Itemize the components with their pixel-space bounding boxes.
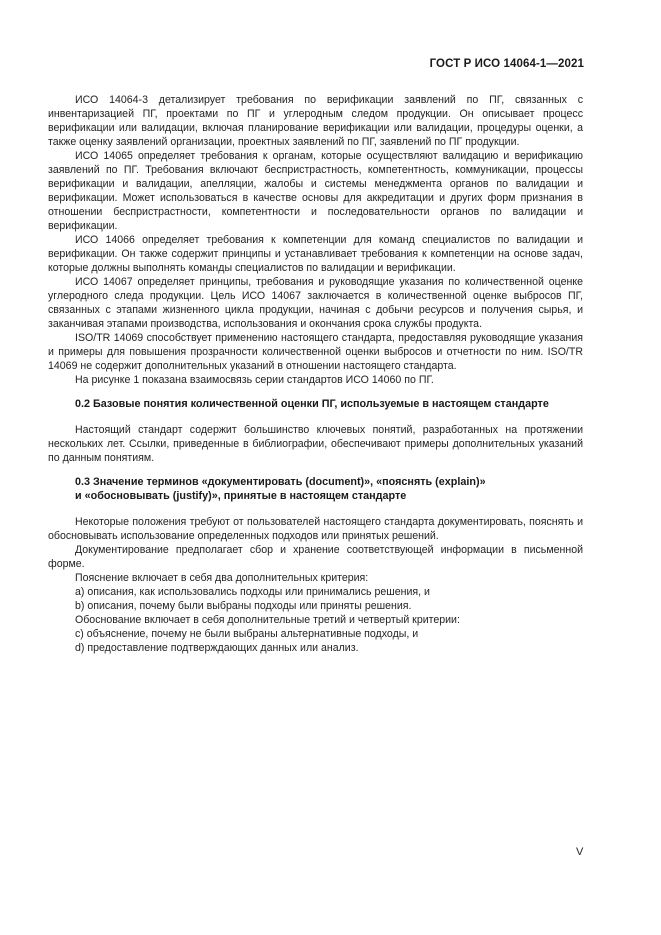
paragraph-iso-14067: ИСО 14067 определяет принципы, требования и руководящие указания по количественной оценке углеродного следа продукции. Цель ИСО 14067 заключается в количественной оценке выбросов ПГ, связанных с этапами жизненного цикла продукции, начиная с добычи ресурсов и получения сырья, и заканчивая этапами производства, использования и окончания срока службы продукта. <box>48 276 583 330</box>
section-0-3-documenting: Документирование предполагает сбор и хранение соответствующей информации в письменной форме. <box>48 544 583 570</box>
paragraph-iso-14064-3: ИСО 14064-3 детализирует требования по верификации заявлений по ПГ, связанных с инвентаризацией ПГ, проектами по ПГ и углеродным следом продукции. Он описывает процесс верификации или валидации, включая планирование верификации или валидации, процедуры оценки, а также оценку заявлений организации, проектных заявлений по ПГ, заявлений по ПГ продукции. <box>48 94 583 148</box>
page-number: V <box>576 846 584 858</box>
section-0-3-explain-criteria: Пояснение включает в себя два дополнительных критерия: <box>75 572 369 584</box>
paragraph-iso-14065: ИСО 14065 определяет требования к органам, которые осуществляют валидацию и верификацию заявлений по ПГ. Требования включают беспристрастность, компетентность, коммуникации, процессы верификации и валидации, апелляции, жалобы и системы менеджмента органов по валидации и верификации. Может использоваться в качестве основы для аккредитации и других форм признания в отношении беспристрастности, компетентности и последовательности органов по валидации и верификации. <box>48 150 583 232</box>
section-0-3-heading-line2: и «обосновывать (justify)», принятые в настоящем стандарте <box>75 490 407 502</box>
paragraph-iso-tr-14069: ISO/TR 14069 способствует применению настоящего стандарта, предоставляя руководящие указания и примеры для повышения прозрачности количественной оценки выбросов и отчетности по ним. ISO/TR 14069 не содержит дополнительных указаний в отношении настоящего стандарта. <box>48 332 583 372</box>
list-item-a: a) описания, как использовались подходы или принимались решения, и <box>75 586 430 598</box>
section-0-2-text: Настоящий стандарт содержит большинство ключевых понятий, разработанных на протяжении нескольких лет. Ссылки, приведенные в библиографии, обеспечивают примеры дополнительных указаний по данным понятиям. <box>48 424 583 464</box>
document-header: ГОСТ Р ИСО 14064-1—2021 <box>429 58 584 70</box>
list-item-b: b) описания, почему были выбраны подходы или приняты решения. <box>75 600 412 612</box>
section-0-3-heading-line1: 0.3 Значение терминов «документировать (document)», «пояснять (explain)» <box>75 476 486 488</box>
list-item-d: d) предоставление подтверждающих данных или анализ. <box>75 642 359 654</box>
section-0-2-heading: 0.2 Базовые понятия количественной оценки ПГ, используемые в настоящем стандарте <box>75 398 549 410</box>
document-body <box>48 93 583 655</box>
section-0-3-justify-criteria: Обоснование включает в себя дополнительные третий и четвертый критерии: <box>75 614 460 626</box>
paragraph-iso-14066: ИСО 14066 определяет требования к компетенции для команд специалистов по валидации и верификации. Он также содержит принципы и устанавливает требования к компетенции на основе задач, которые должны выполнять команды специалистов по валидации и верификации. <box>48 234 583 274</box>
list-item-c: c) объяснение, почему не были выбраны альтернативные подходы, и <box>75 628 419 640</box>
paragraph-figure-reference: На рисунке 1 показана взаимосвязь серии стандартов ИСО 14060 по ПГ. <box>75 374 434 386</box>
section-0-3-intro: Некоторые положения требуют от пользователей настоящего стандарта документировать, пояснять и обосновывать использование определенных подходов или принятых решений. <box>48 516 583 542</box>
